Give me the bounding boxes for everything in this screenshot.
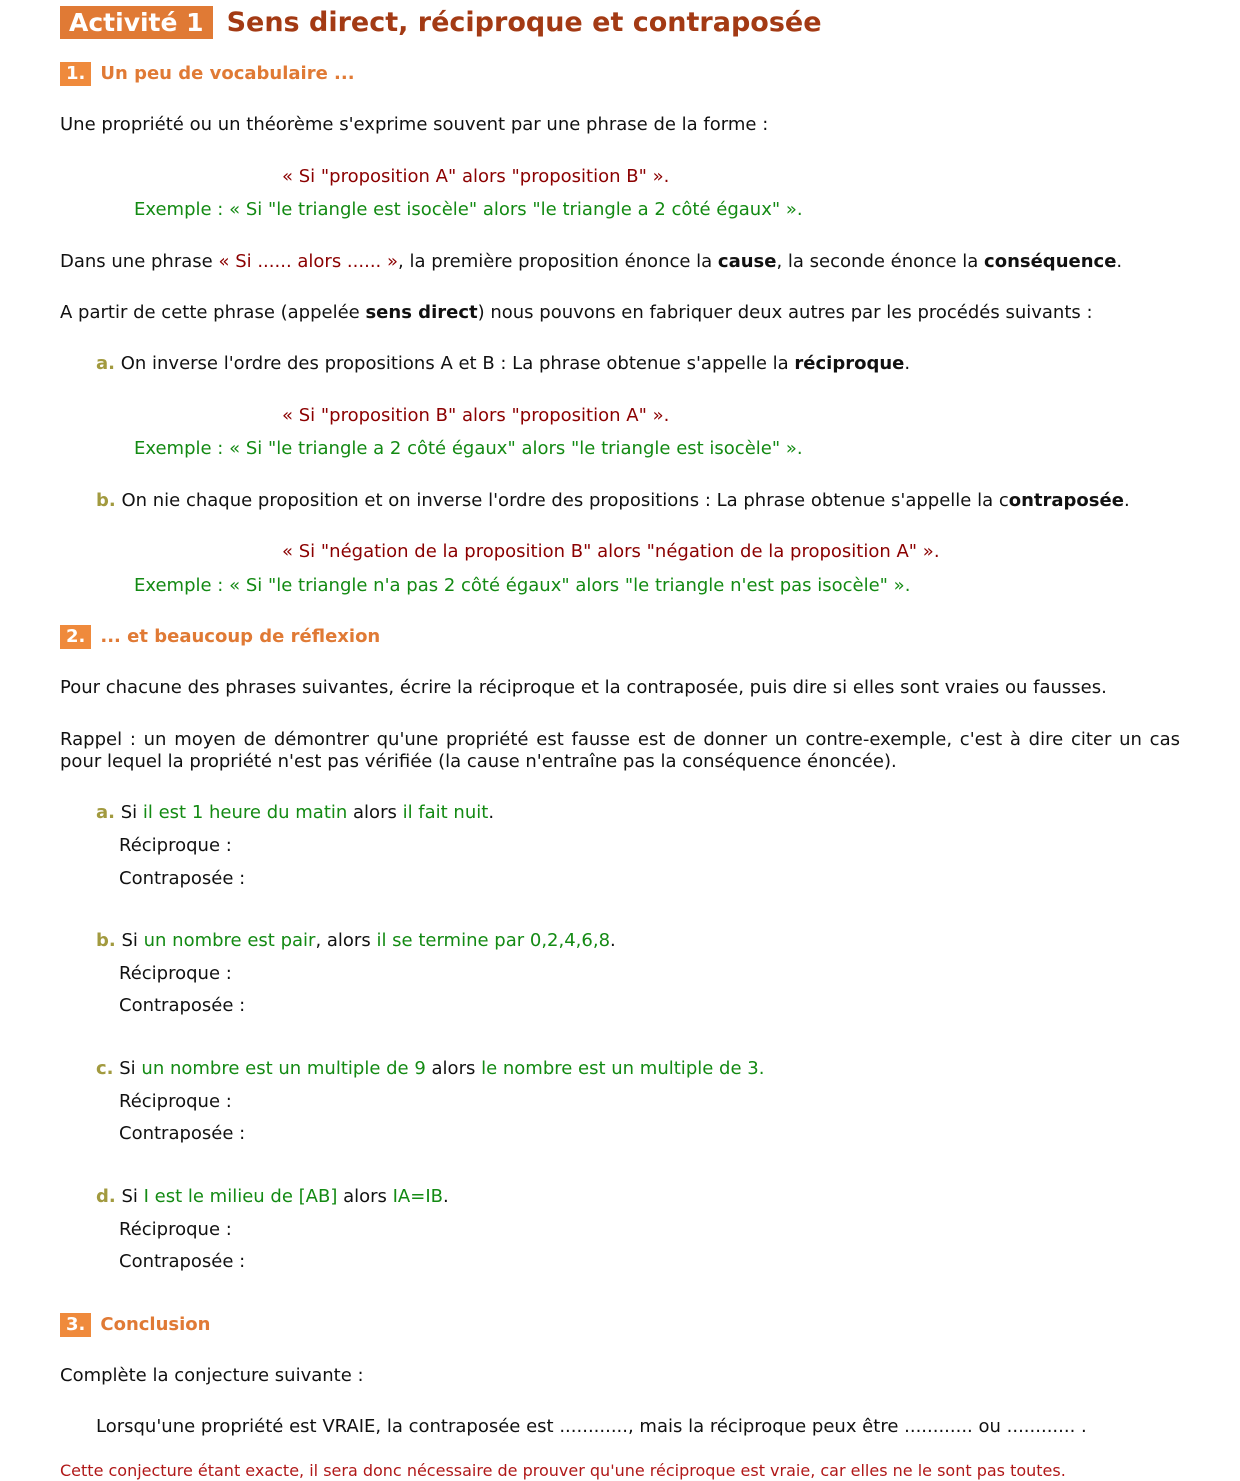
activity-badge: Activité 1 <box>60 6 213 39</box>
section-2-title: ... et beaucoup de réflexion <box>100 626 381 647</box>
direct-form: « Si "proposition A" alors "proposition B" ». <box>282 166 670 187</box>
exercise-d-contraposee-label: Contraposée : <box>119 1251 246 1272</box>
exercise-b-alors: , alors <box>315 930 377 951</box>
section-1-heading <box>60 62 355 86</box>
exercise-c-label: c. <box>96 1058 114 1079</box>
exercise-d-statement <box>96 1186 449 1208</box>
section-3-heading <box>60 1313 210 1337</box>
exercise-b-statement <box>96 930 616 952</box>
section-3-number: 3. <box>60 1313 91 1337</box>
item-a-pre: On inverse l'ordre des propositions A et B : La phrase obtenue s'appelle la <box>120 353 795 374</box>
section-3-intro: Complète la conjecture suivante : <box>60 1365 364 1386</box>
conclusion-note: Cette conjecture étant exacte, il sera donc nécessaire de prouver qu'une réciproque est vraie, car elles ne le sont pas toutes. <box>60 1461 1066 1480</box>
exercise-c-statement <box>96 1058 764 1080</box>
item-b-post: . <box>1123 490 1130 511</box>
exercise-b-end: . <box>610 930 616 951</box>
sens-direct-word: sens direct <box>365 302 478 323</box>
item-b-contraposee <box>96 490 1130 512</box>
exercise-d-alors: alors <box>337 1186 393 1207</box>
contraposee-form: « Si "négation de la proposition B" alors "négation de la proposition A" ». <box>282 541 940 562</box>
exercise-a-si: Si <box>120 802 143 823</box>
section-2-intro: Pour chacune des phrases suivantes, écrire la réciproque et la contraposée, puis dire si elles sont vraies ou fausses. <box>60 677 1107 698</box>
direct-example: Exemple : « Si "le triangle est isocèle" alors "le triangle a 2 côté égaux" ». <box>134 199 803 220</box>
contraposee-example: Exemple : « Si "le triangle n'a pas 2 côté égaux" alors "le triangle n'est pas isocèle" ». <box>134 575 911 596</box>
consequence-word: conséquence <box>984 251 1117 272</box>
exercise-d-reciproque-label: Réciproque : <box>119 1219 232 1240</box>
exercise-d-label: d. <box>96 1186 116 1207</box>
item-a-label: a. <box>96 353 115 374</box>
exercise-d-si: Si <box>121 1186 144 1207</box>
cause-line-end: . <box>1116 251 1123 272</box>
exercise-d-consequence: IA=IB <box>392 1186 443 1207</box>
si-alors-pattern: « Si ...... alors ...... » <box>218 251 398 272</box>
exercise-b-cause: un nombre est pair <box>143 930 316 951</box>
sens-direct-line <box>60 302 1093 324</box>
exercise-a-end: . <box>488 802 495 823</box>
exercise-b-contraposee-label: Contraposée : <box>119 995 246 1016</box>
cause-line-mid1: , la première proposition énonce la <box>398 251 718 272</box>
activity-title <box>60 6 822 39</box>
conjecture-text: Lorsqu'une propriété est VRAIE, la contraposée est ............, mais la réciproque peux être ............ ou ............ . <box>96 1416 1087 1437</box>
cause-line-mid2: , la seconde énonce la <box>776 251 985 272</box>
cause-word: cause <box>717 251 777 272</box>
item-b-label: b. <box>96 490 116 511</box>
exercise-c-cause: un nombre est un multiple de 9 <box>141 1058 426 1079</box>
exercise-a-statement <box>96 802 494 824</box>
section-3-title: Conclusion <box>100 1314 211 1335</box>
exercise-c-reciproque-label: Réciproque : <box>119 1091 232 1112</box>
exercise-a-alors: alors <box>347 802 403 823</box>
reciproque-example: Exemple : « Si "le triangle a 2 côté égaux" alors "le triangle est isocèle" ». <box>134 438 803 459</box>
sens-direct-post: ) nous pouvons en fabriquer deux autres par les procédés suivants : <box>477 302 1093 323</box>
section-2-number: 2. <box>60 625 91 649</box>
exercise-a-contraposee-label: Contraposée : <box>119 868 246 889</box>
exercise-c-si: Si <box>119 1058 142 1079</box>
item-b-pre: On nie chaque proposition et on inverse l'ordre des propositions : La phrase obtenue s'appelle la c <box>121 490 1009 511</box>
section-1-title: Un peu de vocabulaire ... <box>100 63 355 84</box>
exercise-d-end: . <box>443 1186 449 1207</box>
reciproque-form: « Si "proposition B" alors "proposition A" ». <box>282 405 670 426</box>
page-title: Sens direct, réciproque et contraposée <box>226 7 822 38</box>
section-1-intro: Une propriété ou un théorème s'exprime souvent par une phrase de la forme : <box>60 114 769 135</box>
item-a-reciproque <box>96 353 910 375</box>
item-a-post: . <box>904 353 911 374</box>
exercise-c-consequence: le nombre est un multiple de 3. <box>481 1058 765 1079</box>
cause-line-pre: Dans une phrase <box>60 251 219 272</box>
sens-direct-pre: A partir de cette phrase (appelée <box>60 302 366 323</box>
section-2-heading <box>60 625 380 649</box>
exercise-a-label: a. <box>96 802 115 823</box>
exercise-a-consequence: il fait nuit <box>402 802 489 823</box>
cause-consequence-line <box>60 251 1122 273</box>
exercise-b-consequence: il se termine par 0,2,4,6,8 <box>376 930 611 951</box>
section-1-number: 1. <box>60 62 91 86</box>
reciproque-word: réciproque <box>794 353 905 374</box>
rappel-paragraph: Rappel : un moyen de démontrer qu'une propriété est fausse est de donner un contre-exemple, c'est à dire citer un cas pour lequel la propriété n'est pas vérifiée (la cause n'entraîne pas la conséquence énoncée). <box>60 729 1180 772</box>
exercise-d-cause: I est le milieu de [AB] <box>143 1186 338 1207</box>
exercise-b-si: Si <box>121 930 144 951</box>
exercise-c-contraposee-label: Contraposée : <box>119 1123 246 1144</box>
exercise-a-reciproque-label: Réciproque : <box>119 835 232 856</box>
exercise-c-alors: alors <box>425 1058 482 1079</box>
exercise-b-label: b. <box>96 930 116 951</box>
contraposee-word: ontraposée <box>1008 490 1124 511</box>
exercise-b-reciproque-label: Réciproque : <box>119 963 232 984</box>
exercise-a-cause: il est 1 heure du matin <box>142 802 348 823</box>
